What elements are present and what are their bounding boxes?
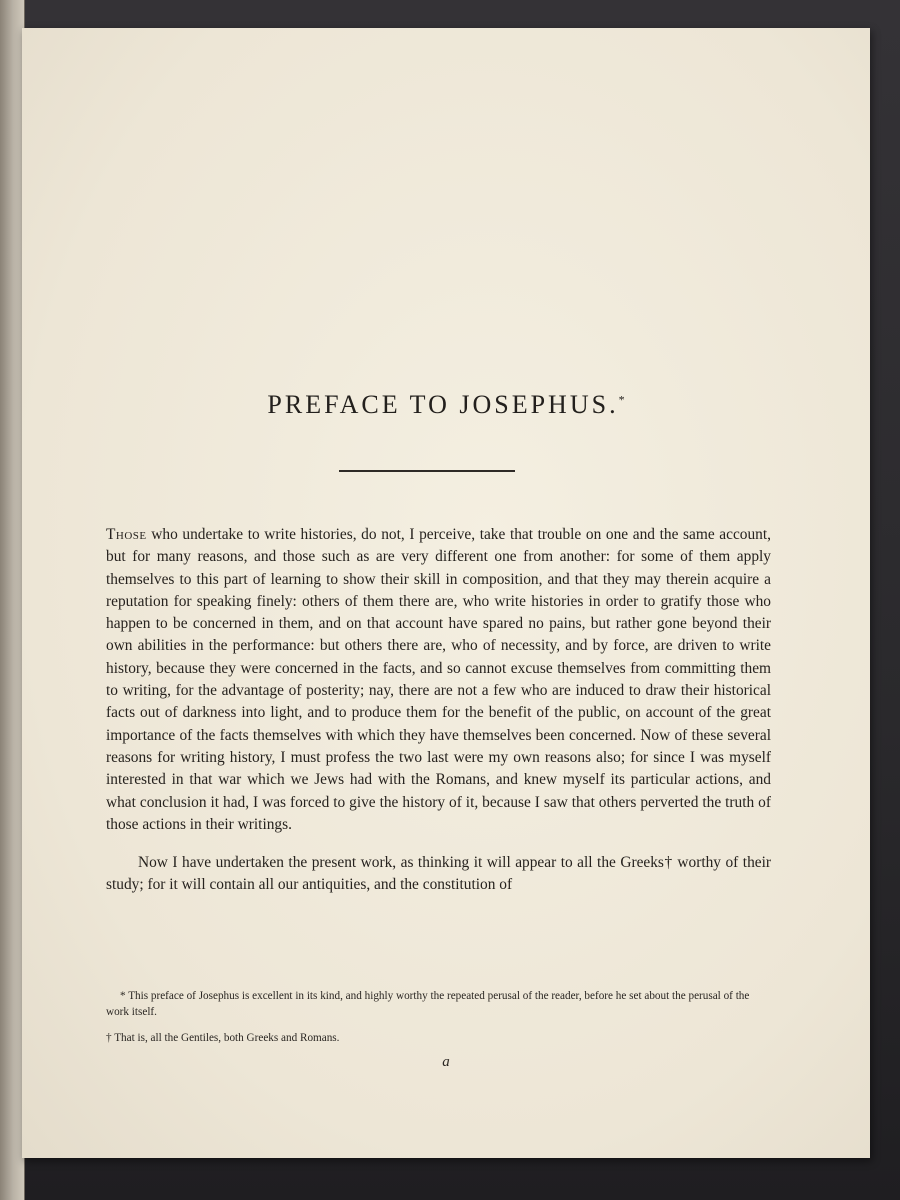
book-page <box>22 28 870 1158</box>
page-title <box>22 390 870 420</box>
title-footnote-mark: * <box>618 392 625 407</box>
paragraph-1-lead: Those <box>106 526 147 543</box>
footnotes <box>106 988 771 1046</box>
signature-mark: a <box>442 1054 450 1070</box>
body-text <box>106 524 771 897</box>
footnote-2: † That is, all the Gentiles, both Greeks and Romans. <box>106 1032 340 1044</box>
title-rule <box>339 470 515 472</box>
title-text: PREFACE TO JOSEPHUS. <box>267 390 619 419</box>
paragraph-1-text: who undertake to write histories, do not, I perceive, take that trouble on one and the same account, but for many reasons, and those such as are very different one from another: for some of them apply themselves to this part of learning to show their skill in composition, and that they may therein acquire a reputation for speaking finely: others of them there are, who write histories in order to gratify those who happen to be concerned in them, and on that account have spared no pains, but rather gone beyond their own abilities in the performance: but others there are, who of necessity, and by force, are driven to write history, because they were concerned in the facts, and so cannot excuse themselves from committing them to writing, for the advantage of posterity; nay, there are not a few who are induced to draw their historical facts out of darkness into light, and to produce them for the benefit of the public, on account of the great importance of the facts themselves with which they have themselves been concerned. Now of these several reasons for writing history, I must profess the two last were my own reasons also; for since I was myself interested in that war which we Jews had with the Romans, and knew myself its particular actions, and what conclusion it had, I was forced to give the history of it, because I saw that others perverted the truth of those actions in their writings. <box>106 526 771 833</box>
paragraph-2: Now I have undertaken the present work, as thinking it will appear to all the Greeks† worthy of their study; for it will contain all our antiquities, and the constitution of <box>106 854 771 894</box>
footnote-1: * This preface of Josephus is excellent in its kind, and highly worthy the repeated perusal of the reader, before he set about the perusal of the work itself. <box>106 990 750 1018</box>
paragraph-1 <box>106 524 771 836</box>
